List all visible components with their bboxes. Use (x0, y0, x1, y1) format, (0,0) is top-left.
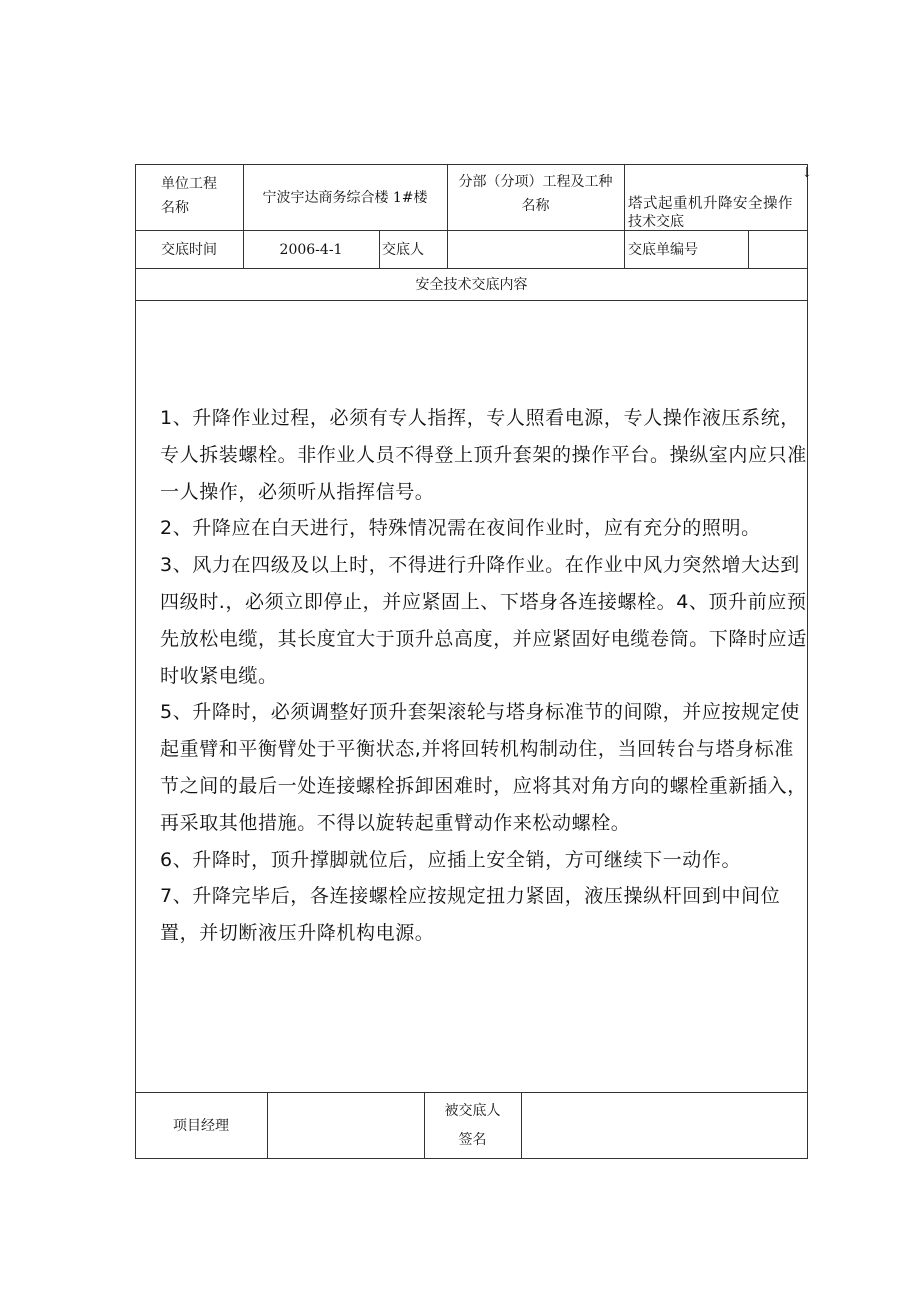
number-label: 交底单编号 (628, 242, 698, 258)
col-divider (267, 1092, 268, 1159)
paragraph-3: 3、风力在四级及以上时，不得进行升降作业。在作业中风力突然增大达到四级时.，必须立即停止，并应紧固上、下塔身各连接螺栓。4、顶升前应预先放松电缆，其长度宜大于顶升总高度，并应紧固好电缆卷筒。下降时应适时收紧电缆。 (160, 554, 807, 687)
row-divider (135, 230, 808, 231)
person-label: 交底人 (382, 242, 424, 258)
time-label: 交底时间 (161, 242, 217, 258)
col-divider (748, 230, 749, 268)
paragraph-2: 2、升降应在白天进行，特殊情况需在夜间作业时，应有充分的照明。 (160, 517, 761, 540)
down-arrow-icon: ↓ (801, 165, 813, 181)
col-divider (624, 164, 625, 268)
subproject-label-line1: 分部（分项）工程及工种 (458, 174, 613, 190)
receiver-label-line2: 签名 (458, 1132, 487, 1148)
paragraph-6: 7、升降完毕后，各连接螺栓应按规定扭力紧固，液压操纵杆回到中间位置，并切断液压升降机构电源。 (160, 885, 781, 945)
subproject-label (447, 170, 624, 218)
subproject-value (628, 192, 808, 229)
unit-label-line1: 单位工程 (161, 176, 217, 192)
subproject-value-line2: 技术交底 (628, 214, 684, 229)
section-title: 安全技术交底内容 (415, 277, 528, 293)
paragraph-1: 1、升降作业过程，必须有专人指挥，专人照看电源，专人操作液压系统，专人拆装螺栓。非作业人员不得登上顶升套架的操作平台。操纵室内应只准一人操作，必须听从指挥信号。 (160, 407, 807, 503)
row-divider (135, 300, 808, 301)
col-divider (379, 230, 380, 268)
time-value: 2006-4-1 (279, 242, 343, 258)
unit-project-value: 宁波宇达商务综合楼 1#楼 (262, 190, 428, 206)
receiver-signature-label (424, 1097, 521, 1155)
row-divider (135, 1092, 808, 1093)
paragraph-4: 5、升降时，必须调整好顶升套架滚轮与塔身标准节的间隙，并应按规定使起重臂和平衡臂处于平衡状态,并将回转机构制动住，当回转台与塔身标准节之间的最后一处连接螺栓拆卸困难时，应将其对角方向的螺栓重新插入，再采取其他措施。不得以旋转起重臂动作来松动螺栓。 (160, 701, 807, 834)
subproject-label-line2: 名称 (521, 198, 550, 214)
paragraph-5: 6、升降时，顶升撑脚就位后，应插上安全销，方可继续下一动作。 (160, 848, 742, 871)
receiver-label-line1: 被交底人 (444, 1103, 501, 1119)
col-divider (521, 1092, 522, 1159)
unit-project-label (161, 172, 241, 220)
project-manager-label: 项目经理 (173, 1118, 229, 1134)
unit-label-line2: 名称 (161, 200, 189, 216)
row-divider (135, 268, 808, 269)
disclosure-content (160, 400, 808, 952)
subproject-value-line1: 塔式起重机升降安全操作 (628, 196, 793, 212)
